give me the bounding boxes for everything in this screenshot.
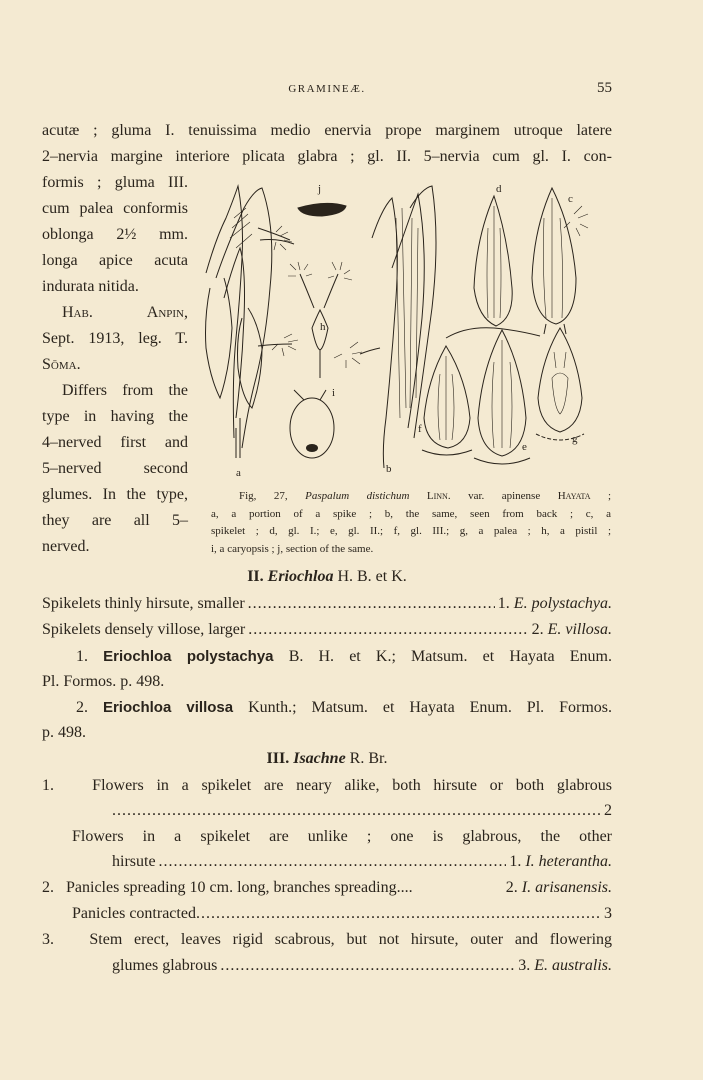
key-line: 1. Flowers in a spikelet are neary alike, both hirsute or both glabrous xyxy=(42,777,613,794)
wrap-line: oblonga 2½ mm. xyxy=(42,226,188,243)
species-name: Eriochloa polystachya xyxy=(103,648,274,665)
figure-label-e: e xyxy=(522,441,527,453)
page-number: 55 xyxy=(597,80,612,96)
caption-species: Paspalum distichum xyxy=(305,490,410,502)
wrap-line: nerved. xyxy=(42,538,90,555)
key-line: Spikelets densely villose, larger ..... 2. E. villosa. xyxy=(42,620,612,640)
species-entry: 2. Eriochloa villosa Kunth.; Matsum. et Hayata Enum. Pl. Formos. xyxy=(76,699,612,716)
wrap-line: cum palea conformis xyxy=(42,200,188,217)
caption-title xyxy=(211,488,611,506)
figure-part-f xyxy=(422,346,472,455)
key-line: ..... 2 xyxy=(112,801,612,821)
figure-part-h xyxy=(288,262,352,378)
figure-label-b: b xyxy=(386,463,392,475)
key-line: glumes glabrous ..... 3. E. australis. xyxy=(112,956,612,976)
figure-label-h: h xyxy=(320,321,326,333)
caption-var-author: Hayata ; xyxy=(557,490,612,502)
genus-name: Isachne xyxy=(293,750,346,767)
wrap-line: indurata nitida. xyxy=(42,278,139,295)
species-citation: p. 498. xyxy=(42,724,86,741)
figure-part-i xyxy=(290,390,334,458)
caption-line: spikelet ; d, gl. I.; e, gl. II.; f, gl. III.; g, a palea ; h, a pistil ; xyxy=(211,525,611,537)
wrap-line: Differs from the xyxy=(62,382,188,399)
genus-authority: R. Br. xyxy=(349,750,388,767)
key-line: 2. Panicles spreading 10 cm. long, branches spreading.... 2. I. arisanensis. xyxy=(42,879,612,896)
key-line: 3. Stem erect, leaves rigid scabrous, but not hirsute, outer and flowering xyxy=(42,931,613,948)
figure-label-i: i xyxy=(332,387,336,399)
section-numeral: III. xyxy=(266,750,290,767)
genus-authority: H. B. et K. xyxy=(337,568,407,585)
genus-name: Eriochloa xyxy=(267,568,334,585)
caption-line: i, a caryopsis ; j, section of the same. xyxy=(211,542,374,555)
key-line: Flowers in a spikelet are unlike ; one is glabrous, the other xyxy=(72,828,612,845)
figure-part-g xyxy=(536,328,584,440)
collector-name: Sōma. xyxy=(42,356,81,373)
wrap-line: longa apice acuta xyxy=(42,252,188,269)
wrap-line: 5–nerved second xyxy=(42,460,188,477)
figure-label-j: j xyxy=(318,183,322,195)
botanical-illustration xyxy=(196,178,616,478)
running-head: GRAMINEÆ. xyxy=(288,83,366,95)
wrap-line: 4–nerved first and xyxy=(42,434,188,451)
caption-author: Linn. xyxy=(426,490,451,502)
wrap-line: formis ; gluma III. xyxy=(42,174,188,191)
figure-part-d xyxy=(446,196,540,338)
figure-part-c xyxy=(532,188,588,334)
caption-line: a, a portion of a spike ; b, the same, seen from back ; c, a xyxy=(211,507,611,520)
wrap-line: glumes. In the type, xyxy=(42,486,188,503)
section-numeral: II. xyxy=(247,568,264,585)
figure-label-f: f xyxy=(418,423,422,435)
caption-variety: var. apinense xyxy=(468,490,541,502)
figure-label-g: g xyxy=(572,433,578,445)
key-line: hirsute ..... 1. I. heterantha. xyxy=(112,852,612,872)
figure-part-a xyxy=(206,186,299,458)
section-heading-isachne xyxy=(42,750,612,768)
figure-label-a: a xyxy=(236,467,241,478)
caption-fig-number: Fig, 27, xyxy=(239,490,288,502)
section-heading-eriochloa xyxy=(42,568,612,586)
wrap-line: Sept. 1913, leg. T. xyxy=(42,330,188,347)
figure-label-c: c xyxy=(568,193,573,205)
wrap-line: type in having the xyxy=(42,408,188,425)
species-name: Eriochloa villosa xyxy=(102,699,234,716)
page-header xyxy=(42,80,612,100)
intro-line-2: 2–nervia margine interiore plicata glabra ; gl. II. 5–nervia cum gl. I. con- xyxy=(42,148,612,165)
wrap-line: they are all 5– xyxy=(42,512,188,529)
species-entry: 1. Eriochloa polystachya B. H. et K.; Matsum. et Hayata Enum. xyxy=(76,648,613,665)
figure-part-j xyxy=(298,203,346,216)
key-line: Panicles contracted ..... 3 xyxy=(72,904,612,924)
intro-line-1: acutæ ; gluma I. tenuissima medio enervia prope marginem utroque latere xyxy=(42,122,612,139)
figure-label-d: d xyxy=(496,183,502,195)
species-citation: Pl. Formos. p. 498. xyxy=(42,673,165,690)
key-line: Spikelets thinly hirsute, smaller ..... 1. E. polystachya. xyxy=(42,594,612,614)
habitat-line: Hab. Anpin, xyxy=(62,304,188,321)
figure-caption xyxy=(211,488,611,558)
